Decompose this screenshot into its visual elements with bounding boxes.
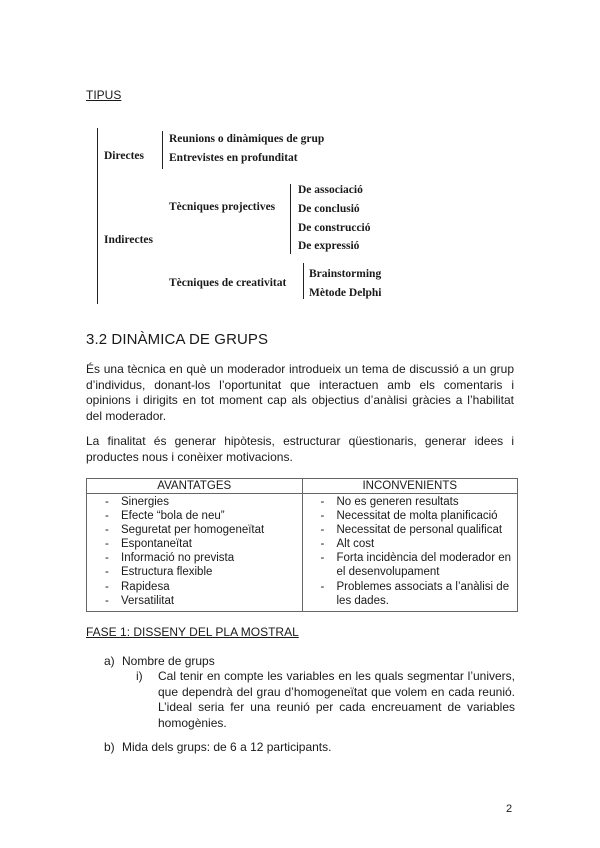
list-item: - Necessitat de personal qualificat [320,524,503,537]
table-header-row [87,479,518,494]
projectives-item: De conclusió [298,203,360,215]
list-item: - No es generen resultats [320,496,459,508]
list-item: - Informació no prevista [105,552,235,565]
avantatges-cell [87,494,303,612]
directes-item: Reunions o dinàmiques de grup [169,133,325,145]
list-marker-a: a) [104,654,115,668]
list-item: - Rapidesa [105,580,170,593]
directes-brace [162,131,163,169]
projectives-item: De associació [298,184,363,196]
creativitat-brace [303,263,304,299]
list-item-i: Cal tenir en compte les variables en les quals segmentar l’univers, que dependrà del grau d’homogeneïtat que volem en cada reunió. L’ideal seria fer una reunió per cada encreuament de variables homogènies. [158,669,515,730]
header-inconvenients: INCONVENIENTS [302,479,518,494]
directes-item: Entrevistes en profunditat [169,152,298,164]
table-row [87,494,518,612]
list-item: - Alt cost [320,538,375,551]
list-item: - Sinergies [105,496,169,508]
projectives-item: De construcció [298,222,371,234]
list-item: - Seguretat per homogeneïtat [105,524,265,537]
advantages-table [86,478,518,612]
list-item: - Estructura flexible [105,566,213,579]
dash: - [105,510,109,523]
creativitat-item: Mètode Delphi [309,287,382,299]
dash: - [105,566,109,579]
dash: - [320,552,325,565]
list-marker-b: b) [104,740,115,754]
dash: - [320,496,325,508]
dash: - [320,580,325,593]
header-avantatges: AVANTATGES [87,479,303,494]
label-tecniques-creativitat: Tècniques de creativitat [169,277,287,289]
outer-brace [97,128,98,304]
fase-heading: FASE 1: DISSENY DEL PLA MOSTRAL [86,625,299,639]
dash: - [105,538,109,551]
section-title: 3.2 DINÀMICA DE GRUPS [86,331,269,348]
creativitat-item: Brainstorming [309,268,382,280]
list-item: - Efecte “bola de neu” [105,510,225,523]
list-item-b: Mida dels grups: de 6 a 12 participants. [122,740,332,754]
dash: - [105,552,109,565]
list-item: - Espontaneïtat [105,538,192,551]
purpose-paragraph: La finalitat és generar hipòtesis, estructurar qüestionaris, generar idees i productes nous i conèixer motivacions. [86,434,514,464]
list-item-a: Nombre de grups [122,654,215,668]
label-tecniques-projectives: Tècniques projectives [169,201,276,213]
tipus-heading: TIPUS [86,88,122,102]
label-directes: Directes [104,150,145,162]
page-number: 2 [506,803,513,815]
dash: - [320,510,325,523]
list-item: - Problemes associats a l’anàlisi de les dades. [320,580,510,607]
dash: - [105,524,109,537]
dash: - [105,496,109,508]
dash: - [105,580,109,593]
intro-paragraph: És una tècnica en què un moderador introdueix un tema de discussió a un grup d’individus, donant-los l’oportunitat que interactuen amb els comentaris i opinions i dirigits en tot moment cap als objectius d’anàlisi gràcies a l’habilitat del moderador. [86,362,514,423]
label-indirectes: Indirectes [104,234,153,246]
projectives-item: De expressió [298,240,360,252]
dash: - [105,594,109,607]
list-item: - Versatilitat [105,594,175,607]
dash: - [320,538,325,551]
list-item: - Forta incidència del moderador en el desenvolupament [320,552,512,579]
list-item: - Necessitat de molta planificació [320,510,498,523]
dash: - [320,524,325,537]
list-marker-i: i) [136,669,143,683]
types-diagram [0,0,600,320]
projectives-brace [290,184,291,254]
inconvenients-cell [302,494,518,612]
